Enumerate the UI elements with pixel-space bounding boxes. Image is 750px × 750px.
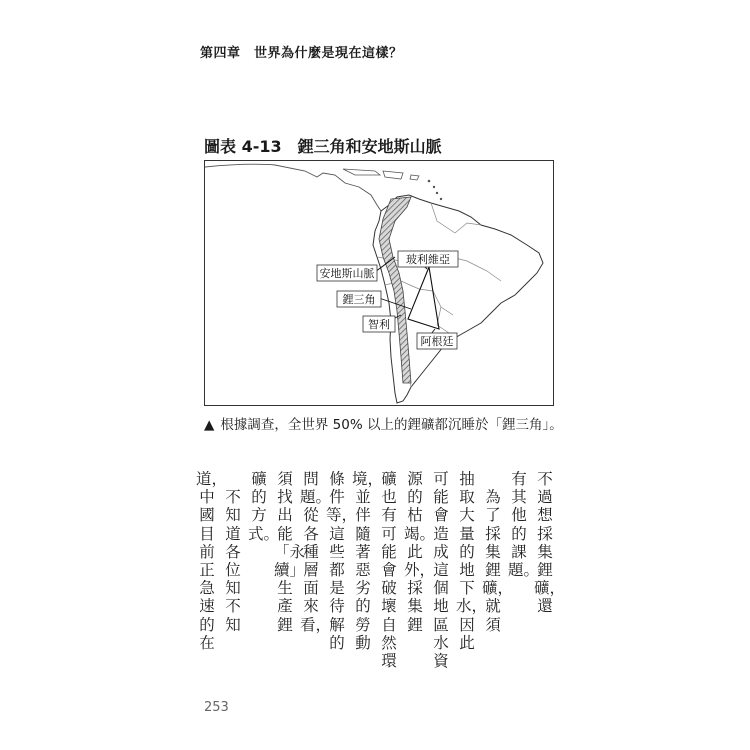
label-argentina: 阿根廷 <box>420 335 454 348</box>
caribbean-island <box>343 169 380 175</box>
column-text: 境，並伴隨著惡劣的勞動 <box>352 470 384 652</box>
column-text: 須找出能「永續」生產鋰 <box>274 470 306 634</box>
column-text: 有其他的課題。 <box>508 470 540 580</box>
body-column <box>222 470 244 634</box>
figure-title: 圖表 4-13 鋰三角和安地斯山脈 <box>204 137 442 156</box>
page-number: 253 <box>204 700 229 715</box>
body-column <box>274 470 306 634</box>
chapter-header: 第四章 世界為什麼是現在這樣？ <box>200 46 403 61</box>
column-text: 條件等，這些都是待解的 <box>326 470 358 652</box>
body-column <box>196 470 228 652</box>
column-text: 礦的方式。 <box>248 470 280 543</box>
column-text: 抽取大量的地下水，因此 <box>456 470 488 652</box>
caption-text: 根據調查，全世界 50% 以上的鋰礦都沉睡於「鋰三角」。 <box>220 417 563 433</box>
label-andes: 安地斯山脈 <box>319 267 375 280</box>
triangle-marker-icon: ▲ <box>204 417 215 433</box>
label-chile: 智利 <box>368 318 390 331</box>
body-column <box>404 470 436 634</box>
column-text: 可能會造成這個地區水資 <box>433 470 449 671</box>
body-column <box>534 470 566 616</box>
south-america-map <box>205 161 553 405</box>
small-island <box>433 186 435 188</box>
small-island <box>440 198 442 200</box>
caribbean-island <box>410 175 419 180</box>
column-text: 為了採集鋰礦，就須 <box>482 488 514 634</box>
column-text: 問題。從各種層面來看， <box>300 470 332 634</box>
caribbean-island <box>383 171 403 179</box>
label-lithium-triangle: 鋰三角 <box>342 293 376 306</box>
body-column <box>352 470 384 652</box>
column-text: 道，中國目前正急速的在 <box>196 470 228 652</box>
small-island <box>436 192 438 194</box>
column-text: 礦也有可能會破壞自然環 <box>381 470 397 671</box>
column-text: 不過想採集鋰礦，還 <box>534 470 566 616</box>
body-column <box>508 470 540 580</box>
body-column <box>456 470 488 652</box>
figure-caption <box>204 413 563 433</box>
column-text: 不知道各位知不知 <box>225 488 241 634</box>
body-column <box>248 470 280 543</box>
map-figure <box>204 160 554 406</box>
small-island <box>428 180 431 183</box>
column-text: 源的枯竭。此外，採集鋰 <box>404 470 436 634</box>
body-column <box>378 470 400 670</box>
label-bolivia: 玻利維亞 <box>406 253 450 266</box>
